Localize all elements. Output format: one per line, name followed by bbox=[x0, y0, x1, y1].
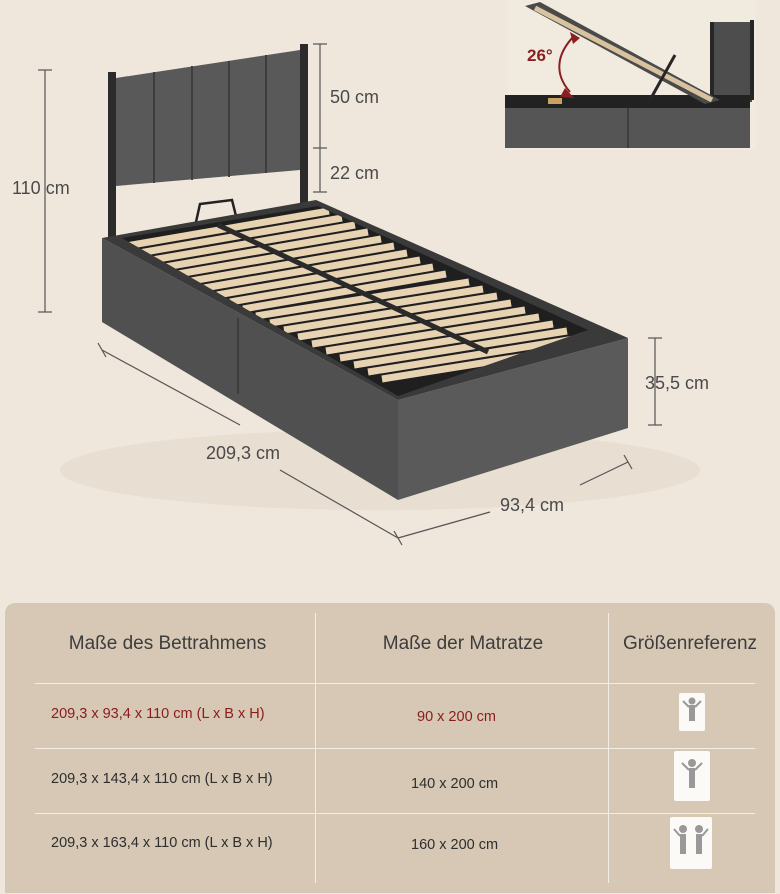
two-persons-icon bbox=[670, 817, 712, 869]
total-height-label: 110 cm bbox=[12, 178, 70, 198]
headboard-panel bbox=[116, 50, 300, 186]
row-divider bbox=[35, 748, 755, 749]
frame-size-cell: 209,3 x 143,4 x 110 cm (L x B x H) bbox=[51, 771, 273, 787]
headboard-post-right bbox=[300, 44, 308, 214]
mattress-size-cell: 160 x 200 cm bbox=[411, 837, 499, 853]
headboard-lower-label: 22 cm bbox=[330, 163, 380, 183]
single-person-icon bbox=[679, 693, 705, 731]
header-frame-dimensions: Maße des Bettrahmens bbox=[68, 633, 267, 654]
frame-height-label: 35,5 cm bbox=[645, 373, 710, 393]
width-label: 93,4 cm bbox=[500, 495, 565, 515]
mattress-size-cell: 140 x 200 cm bbox=[411, 776, 499, 792]
frame-size-cell: 209,3 x 93,4 x 110 cm (L x B x H) bbox=[51, 706, 265, 722]
row-divider bbox=[35, 683, 755, 684]
inset-lift-drawing bbox=[505, 0, 756, 150]
frame-size-cell: 209,3 x 163,4 x 110 cm (L x B x H) bbox=[51, 835, 273, 851]
headboard-post-left bbox=[108, 72, 116, 240]
single-person-large-icon bbox=[674, 751, 710, 801]
size-table bbox=[5, 603, 775, 893]
headboard-upper-label: 50 cm bbox=[330, 87, 380, 107]
row-divider bbox=[35, 813, 755, 814]
lift-angle-label: 26° bbox=[527, 46, 553, 65]
header-mattress-dimensions: Maße der Matratze bbox=[382, 633, 544, 654]
length-label: 209,3 cm bbox=[206, 443, 281, 463]
mattress-size-cell: 90 x 200 cm bbox=[417, 709, 496, 725]
header-size-reference: Größenreferenz bbox=[622, 633, 758, 654]
